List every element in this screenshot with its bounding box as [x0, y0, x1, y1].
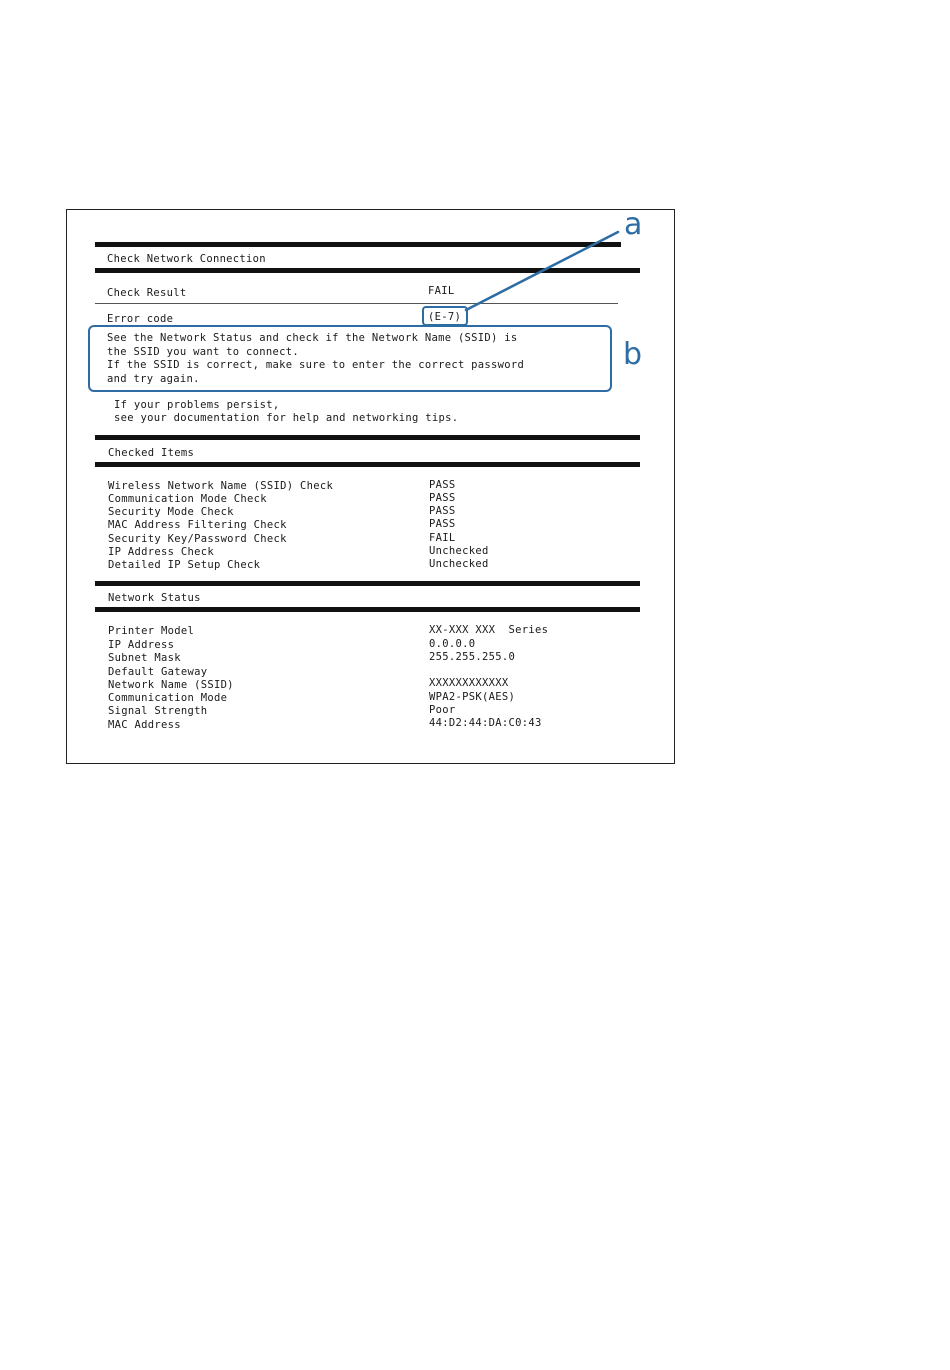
checked-item-label: Security Mode Check [108, 506, 234, 518]
persist-line: If your problems persist, [114, 399, 280, 411]
checked-item-label: Communication Mode Check [108, 493, 267, 505]
checked-item-label: Security Key/Password Check [108, 533, 287, 545]
network-status-label: Default Gateway [108, 666, 208, 678]
checked-item-label: Wireless Network Name (SSID) Check [108, 480, 334, 492]
checked-item-value: PASS [429, 505, 456, 517]
network-status-value: 0.0.0.0 [429, 638, 476, 650]
network-status-value: XXXXXXXXXXXX [429, 677, 509, 689]
checked-item-value: Unchecked [429, 558, 489, 570]
checked-item-value: PASS [429, 479, 456, 491]
error-code-value: (E-7) [428, 311, 462, 323]
checked-item-value: PASS [429, 518, 456, 530]
network-status-header: Network Status [108, 592, 201, 604]
network-status-label: Network Name (SSID) [108, 679, 234, 691]
error-code-label: Error code [107, 313, 174, 325]
checked-item-value: Unchecked [429, 545, 489, 557]
check-result-label: Check Result [107, 287, 187, 299]
network-status-value: WPA2-PSK(AES) [429, 691, 516, 703]
network-status-label: MAC Address [108, 719, 181, 731]
checked-item-label: Detailed IP Setup Check [108, 559, 261, 571]
checked-item-label: MAC Address Filtering Check [108, 519, 287, 531]
network-status-value: XX-XXX XXX Series [429, 624, 549, 636]
network-status-label: Communication Mode [108, 692, 228, 704]
network-status-value: 44:D2:44:DA:C0:43 [429, 717, 542, 729]
checked-item-value: PASS [429, 492, 456, 504]
persist-line: see your documentation for help and networking tips. [114, 412, 459, 424]
network-status-value: Poor [429, 704, 456, 716]
checked-item-value: FAIL [429, 532, 456, 544]
message-line: If the SSID is correct, make sure to enter the correct password [107, 359, 525, 371]
check-result-value: FAIL [428, 285, 455, 297]
network-status-label: Printer Model [108, 625, 195, 637]
network-status-label: Subnet Mask [108, 652, 181, 664]
network-status-label: IP Address [108, 639, 175, 651]
callout-label-a: a [624, 207, 643, 242]
callout-label-b: b [623, 337, 643, 372]
message-line: the SSID you want to connect. [107, 346, 300, 358]
network-status-label: Signal Strength [108, 705, 208, 717]
report-title: Check Network Connection [107, 253, 266, 265]
checked-item-label: IP Address Check [108, 546, 214, 558]
checked-items-header: Checked Items [108, 447, 195, 459]
message-line: and try again. [107, 373, 200, 385]
message-line: See the Network Status and check if the Network Name (SSID) is [107, 332, 518, 344]
network-status-value: 255.255.255.0 [429, 651, 516, 663]
